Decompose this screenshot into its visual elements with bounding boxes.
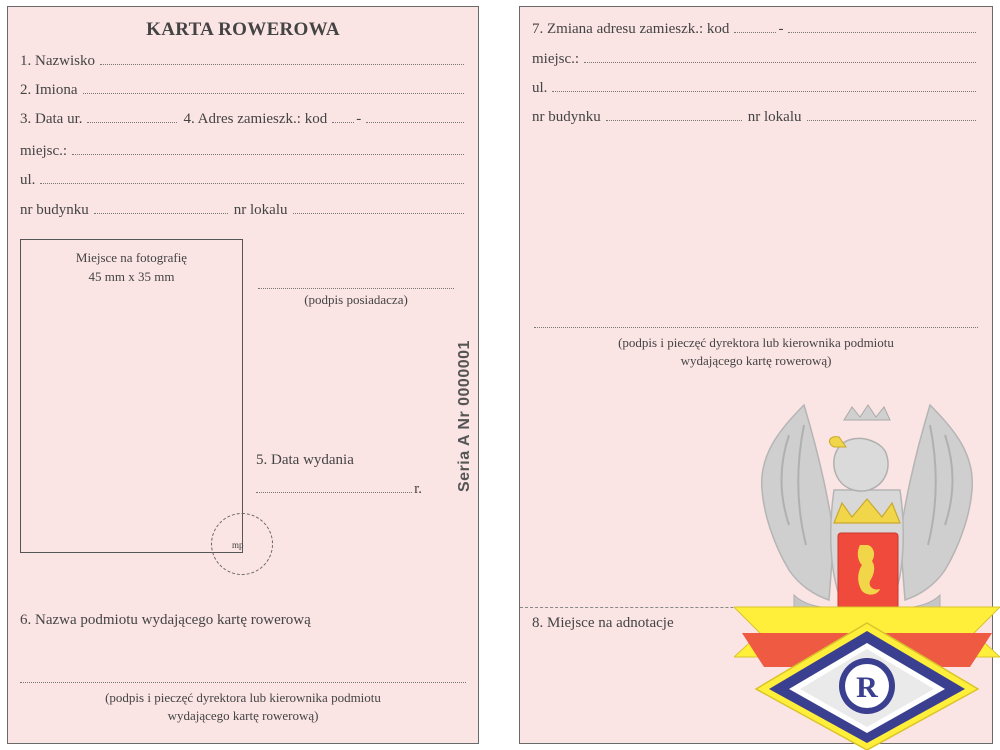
change-place-label: miejsc.: [532, 51, 580, 67]
building-label: nr budynku [20, 202, 89, 218]
annotations-text: 8. Miejsce na adnotacje [532, 615, 674, 631]
surname-dotted-line[interactable] [100, 63, 464, 65]
director-signature-caption [20, 689, 466, 725]
stamp-mark: mp [232, 540, 244, 550]
police-emblem-icon [734, 395, 1000, 750]
change-building-dotted-line[interactable] [606, 119, 742, 121]
apartment-label: nr lokalu [233, 202, 288, 218]
issue-date-field [256, 481, 422, 498]
street-label: ul. [20, 172, 36, 188]
change-director-caption-line1: (podpis i pieczęć dyrektora lub kierownika podmiotu [618, 335, 894, 350]
eagle-right-wing-icon [900, 405, 972, 600]
first-names-label: 2. Imiona [20, 82, 78, 98]
serial-number: Seria A Nr 0000001 [456, 340, 473, 492]
street-dotted-line[interactable] [40, 182, 464, 184]
place-label: miejsc.: [20, 143, 68, 159]
building-field [20, 202, 466, 219]
change-director-signature-line[interactable] [534, 327, 978, 328]
change-street-label: ul. [532, 80, 548, 96]
year-suffix: r. [414, 481, 422, 497]
first-names-field [20, 82, 466, 99]
photo-caption-line1: Miejsce na fotografię [75, 250, 188, 265]
annotations-label [532, 615, 674, 632]
code-part1-dotted-line[interactable] [332, 121, 354, 123]
issue-date-dotted-line[interactable] [256, 491, 412, 493]
holder-signature-line[interactable] [258, 288, 454, 289]
street-field [20, 172, 466, 189]
surname-label: 1. Nazwisko [20, 53, 95, 69]
change-place-dotted-line[interactable] [584, 61, 976, 63]
issue-date-label [256, 452, 354, 469]
address-code-label: 4. Adres zamieszk.: kod [183, 111, 328, 127]
issuer-name-label [20, 612, 311, 629]
building-dotted-line[interactable] [94, 212, 228, 214]
eagle-crown-icon [844, 405, 890, 420]
issue-date-text: 5. Data wydania [256, 452, 354, 468]
official-stamp-circle [211, 513, 273, 575]
bike-card-front [7, 6, 479, 744]
address-change-field [532, 21, 978, 38]
director-caption-line1: (podpis i pieczęć dyrektora lub kierownika podmiotu [105, 690, 381, 705]
change-place-field [532, 51, 978, 68]
director-signature-line[interactable] [20, 682, 466, 683]
change-apartment-dotted-line[interactable] [807, 119, 977, 121]
issuer-name-text: 6. Nazwa podmiotu wydającego kartę rowerową [20, 612, 311, 628]
place-dotted-line[interactable] [72, 153, 464, 155]
surname-field [20, 53, 466, 70]
change-building-label: nr budynku [532, 109, 601, 125]
change-code-part2-dotted-line[interactable] [788, 31, 976, 33]
address-change-label: 7. Zmiana adresu zamieszk.: kod [532, 21, 730, 37]
photo-caption [21, 248, 242, 286]
card-title: KARTA ROWEROWA [146, 19, 340, 40]
code-dash: - [356, 111, 362, 127]
birth-date-label: 3. Data ur. [20, 111, 83, 127]
change-director-signature-caption [534, 334, 978, 370]
apartment-dotted-line[interactable] [293, 212, 465, 214]
eagle-left-wing-icon [762, 405, 834, 600]
birth-address-field [20, 111, 466, 128]
photo-placeholder [20, 239, 243, 553]
change-code-part1-dotted-line[interactable] [734, 31, 776, 33]
change-apartment-label: nr lokalu [747, 109, 802, 125]
birth-date-dotted-line[interactable] [87, 121, 177, 123]
change-director-caption-line2: wydającego kartę rowerową) [680, 353, 832, 368]
change-building-field [532, 109, 978, 126]
director-caption-line2: wydającego kartę rowerową) [167, 708, 319, 723]
change-street-dotted-line[interactable] [552, 90, 976, 92]
badge-letter-r: R [856, 671, 878, 704]
place-field [20, 143, 466, 160]
photo-size: 45 mm x 35 mm [88, 269, 175, 284]
holder-signature-caption: (podpis posiadacza) [304, 292, 408, 307]
change-code-dash: - [778, 21, 784, 37]
change-street-field [532, 80, 978, 97]
code-part2-dotted-line[interactable] [366, 121, 464, 123]
first-names-dotted-line[interactable] [83, 92, 465, 94]
